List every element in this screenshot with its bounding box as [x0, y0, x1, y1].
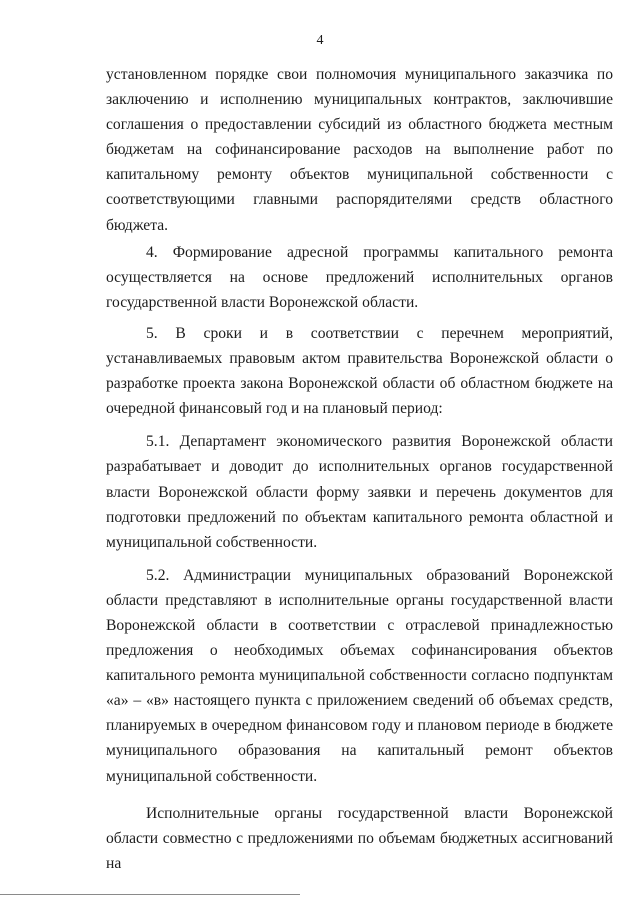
paragraph-continuation: установленном порядке свои полномочия муниципального заказчика по заключению и исполнению муниципальных контрактов, заключившие соглашения о предоставлении субсидий из областного бюджета местным бюджетам на софинансирование расходов на выполнение работ по капитальному ремонту объектов муниципальной собственности с соответствующими главными распорядителями средств областного бюджета. [106, 66, 613, 234]
paragraph-item-4: 4. Формирование адресной программы капитального ремонта осуществляется на основе предложений исполнительных органов государственной власти Воронежской области. [106, 243, 613, 311]
paragraph-item-5-2: 5.2. Администрации муниципальных образований Воронежской области представляют в исполнительные органы государственной власти Воронежской области в соответствии с отраслевой принадлежностью предложения о необходимых объемах софинансирования объектов капитального ремонта муниципальной собственности согласно подпунктам «а» – «в» настоящего пункта с приложением сведений об объемах средств, планируемых в очередном финансовом году и плановом периоде в бюджете муниципального образования на капитальный ремонт объектов муниципальной собственности. [106, 566, 613, 785]
document-body [106, 62, 613, 876]
paragraph-item-5: 5. В сроки и в соответствии с перечнем мероприятий, устанавливаемых правовым актом правительства Воронежской области о разработке проекта закона Воронежской области об областном бюджете на очередной финансовый год и на плановый период: [106, 324, 613, 418]
paragraph-item-5-1: 5.1. Департамент экономического развития Воронежской области разрабатывает и доводит до исполнительных органов государственной власти Воронежской области форму заявки и перечень документов для подготовки предложений по объектам капитального ремонта областной и муниципальной собственности. [106, 433, 613, 551]
paragraph-executive-bodies: Исполнительные органы государственной власти Воронежской области совместно с предложениями по объемам бюджетных ассигнований на [106, 804, 613, 872]
page-number: 4 [316, 33, 324, 48]
scan-edge-line [0, 894, 300, 895]
